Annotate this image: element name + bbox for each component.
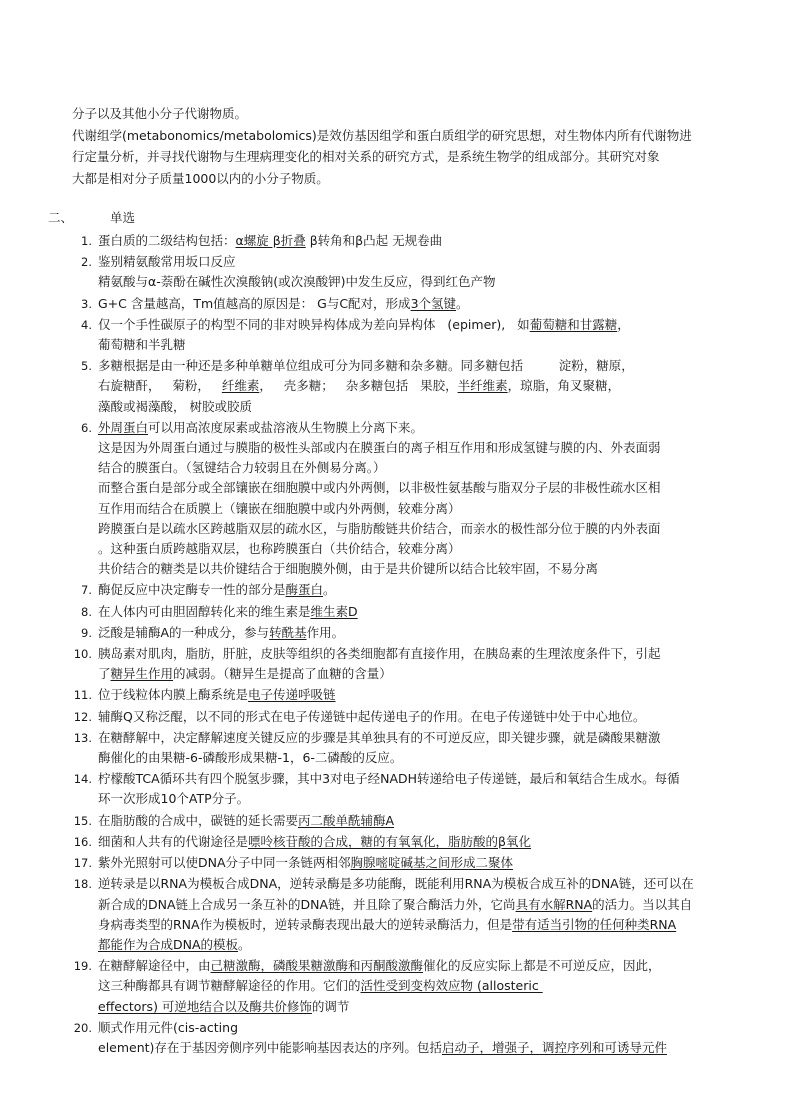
text-run: 柠檬酸TCA循环共有四个脱氢步骤，其中3对电子经NADH转递给电子传递链，最后和氧结合生成水。每循 [98, 771, 680, 787]
text-run: 逆转录是以RNA为模板合成DNA，逆转录酶是多功能酶，既能利用RNA为模板合成互补的DNA链，还可以在 [98, 876, 694, 892]
underlined-answer: 电子传递呼吸链 [248, 687, 336, 703]
question-line [98, 478, 748, 498]
question-number: 5. [81, 359, 92, 374]
underlined-answer: 活性受到变构效应物 (allosteric [360, 978, 543, 994]
question-line [98, 499, 748, 519]
text-run: 细菌和人共有的代谢途径是 [98, 833, 249, 849]
question-number: 8. [81, 604, 92, 619]
underlined-answer: 维生素D [310, 603, 358, 619]
question-number: 2. [81, 255, 92, 270]
text-run: 酶催化的由果糖-6-磷酸形成果糖-1，6-二磷酸的反应。 [98, 750, 403, 766]
question-number: 12. [73, 709, 92, 724]
question-line [98, 707, 748, 727]
text-run: 在人体内可由胆固醇转化来的维生素是 [98, 603, 311, 619]
text-run: ， [617, 316, 630, 332]
question-line [98, 956, 748, 976]
question-number: 15. [73, 813, 92, 828]
text-run: 葡萄糖和半乳糖 [98, 337, 186, 353]
question-line [98, 1018, 748, 1038]
text-run: element)存在于基因旁侧序列中能影响基因表达的序列。包括 [98, 1039, 442, 1055]
text-run: ，琼脂，角叉聚糖， [507, 378, 621, 394]
section-heading [48, 208, 748, 228]
question-line [98, 438, 748, 458]
text-run: 。 [456, 295, 469, 311]
text-run: ， 壳多糖； 杂多糖包括 果胶， [259, 378, 458, 394]
underlined-answer: 半纤维素 [457, 378, 508, 394]
text-run: 位于线粒体内膜上酶系统是 [98, 687, 249, 703]
text-run: 右旋糖酐， 菊粉， [98, 378, 222, 394]
question-item [48, 956, 748, 1017]
question-item [48, 580, 748, 600]
text-run: β转角和β凸起 无规卷曲 [305, 233, 443, 248]
text-run: 。 [323, 582, 336, 598]
section-number: 二、 [48, 210, 74, 225]
text-run: 在糖酵解中，决定酵解速度关键反应的步骤是其单独具有的不可逆反应，即关键步骤，就是磷酸果糖激 [98, 729, 661, 745]
intro-line: 代谢组学(metabonomics/metabolomics)是效仿基因组学和蛋白质组学的研究思想，对生物体内所有代谢物进 [72, 127, 692, 143]
question-number: 11. [73, 688, 92, 703]
text-run: 紫外光照射可以使DNA分子中同一条链两相邻 [98, 855, 351, 871]
question-number: 14. [73, 772, 92, 787]
question-number: 17. [73, 856, 92, 871]
question-line [98, 623, 748, 643]
question-item [48, 294, 748, 314]
text-run: 胰岛素对肌肉，脂肪，肝脏，皮肤等组织的各类细胞都有直接作用，在胰岛素的生理浓度条件下，引起 [98, 646, 661, 662]
question-number: 9. [81, 625, 92, 640]
underlined-answer: 葡萄糖和甘露糖 [529, 316, 618, 332]
question-number: 7. [81, 583, 92, 598]
section-single-choice [48, 208, 748, 1059]
text-run: 共价结合的糖类是以共价键结合于细胞膜外侧，由于是共价键所以结合比较牢固，不易分离 [98, 561, 599, 577]
question-item [48, 623, 748, 643]
text-run: 鉴别精氨酸常用坂口反应 [98, 254, 236, 270]
question-line [98, 685, 748, 705]
question-line [98, 397, 748, 417]
text-run: G+C 含量越高，Tm值越高的原因是： G与C配对，形成 [98, 295, 411, 311]
text-run: 精氨酸与α-萘酚在碱性次溴酸钠(或次溴酸钾)中发生反应，得到红色产物 [98, 274, 496, 290]
question-line [98, 231, 748, 251]
underlined-answer: α螺旋 β折叠 [235, 233, 306, 248]
question-line [98, 539, 748, 559]
underlined-answer: 外周蛋白 [98, 419, 149, 435]
question-line [98, 811, 748, 831]
question-item [48, 231, 748, 251]
underlined-answer: 己糖激酶，磷酸果糖激酶和丙酮酸激酶 [210, 958, 424, 974]
text-run: 可以用高浓度尿素或盐溶液从生物膜上分离下来。 [148, 419, 424, 435]
text-run: 在糖酵解途径中，由 [98, 958, 211, 974]
question-number: 1. [81, 234, 92, 248]
question-item [48, 1018, 748, 1058]
question-item [48, 728, 748, 768]
question-list [48, 231, 748, 1058]
text-run: 而整合蛋白是部分或全部镶嵌在细胞膜中或内外两侧，以非极性氨基酸与脂双分子层的非极性疏水区相 [98, 480, 661, 496]
text-run: 在脂肪酸的合成中，碳链的延长需要 [98, 812, 299, 828]
question-line [98, 895, 748, 915]
text-run: 的减弱。（糖异生是提高了血糖的含量） [173, 666, 392, 682]
text-run: 辅酶Q又称泛醌，以不同的形式在电子传递链中起传递电子的作用。在电子传递链中处于中心地位。 [98, 708, 646, 724]
text-run: 环一次形成10个ATP分子。 [98, 791, 250, 807]
question-line [98, 853, 748, 873]
underlined-answer: 转酰基 [269, 624, 307, 640]
text-run: 。这种蛋白质跨越脂双层，也称跨膜蛋白（共价结合，较难分离） [98, 541, 461, 557]
question-number: 10. [73, 647, 92, 662]
question-line [98, 559, 748, 579]
underlined-answer: 带有适当引物的任何种类RNA [512, 916, 677, 932]
intro-paragraph [72, 103, 742, 189]
text-run: 身病毒类型的RNA作为模板时，逆转录酶表现出最大的逆转录酶活力，但是 [98, 916, 513, 932]
intro-line: 行定量分析，并寻找代谢物与生理病理变化的相对关系的研究方式，是系统生物学的组成部分。其研究对象 [72, 149, 660, 164]
question-number: 13. [73, 730, 92, 745]
intro-line: 分子以及其他小分子代谢物质。 [72, 106, 248, 121]
question-item [48, 252, 748, 292]
question-line [98, 644, 748, 664]
question-line [98, 976, 748, 996]
text-run: 泛酸是辅酶A的一种成分，参与 [98, 624, 270, 640]
question-line [98, 315, 748, 335]
question-number: 16. [73, 834, 92, 849]
question-item [48, 874, 748, 955]
question-item [48, 644, 748, 684]
question-number: 6. [81, 420, 92, 435]
question-line [98, 294, 748, 314]
underlined-answer: 胸腺嘧啶碱基之间形成二聚体 [350, 855, 514, 871]
question-item [48, 315, 748, 355]
question-number: 3. [81, 296, 92, 311]
underlined-answer: 都能作为合成DNA的模板 [98, 936, 239, 952]
question-line [98, 376, 748, 396]
underlined-answer: 具有水解RNA [515, 896, 593, 912]
underlined-answer: 启动子，增强子，调控序列和可诱导元件 [441, 1039, 667, 1055]
question-item [48, 832, 748, 852]
question-item [48, 707, 748, 727]
question-line [98, 832, 748, 852]
text-run: 作用。 [306, 624, 345, 640]
text-run: 结合的膜蛋白。（氢键结合力较弱且在外侧易分离。） [98, 460, 386, 476]
section-title: 单选 [109, 210, 135, 225]
text-run: 新合成的DNA链上合成另一条互补的DNA链，并且除了聚合酶活力外，它尚 [98, 896, 516, 912]
question-number: 19. [73, 959, 92, 974]
underlined-answer: 3个氢键 [410, 295, 457, 311]
underlined-answer: 纤维素 [221, 378, 260, 394]
text-run: 酶促反应中决定酶专一性的部分是 [98, 582, 286, 598]
text-run: 。 [238, 936, 251, 952]
text-run: 的活力。当以其自 [592, 896, 693, 912]
text-run: 互作用而结合在质膜上（镶嵌在细胞膜中或内外两侧，较难分离） [98, 500, 461, 516]
question-line [98, 418, 748, 438]
question-line [98, 935, 748, 955]
text-run: 仅一个手性碳原子的构型不同的非对映异构体成为差向异构体 (epimer), 如 [98, 316, 530, 332]
underlined-answer: 糖异生作用 [110, 666, 174, 682]
question-line [98, 272, 748, 292]
question-line [98, 874, 748, 894]
question-line [98, 1038, 748, 1058]
text-run: 多糖根据是由一种还是多种单糖单位组成可分为同多糖和杂多糖。同多糖包括 淀粉，糖原， [98, 358, 634, 374]
question-line [98, 252, 748, 272]
question-line [98, 789, 748, 809]
text-run: 藻酸或褐藻酸， 树胶或胶质 [98, 398, 252, 414]
question-line [98, 769, 748, 789]
question-item [48, 853, 748, 873]
text-run: 催化的反应实际上都是不可逆反应，因此， [423, 958, 661, 974]
text-run: 了 [98, 666, 111, 682]
text-run: 这三种酶都具有调节糖酵解途径的作用。它们的 [98, 978, 361, 994]
question-item [48, 602, 748, 622]
question-line [98, 580, 748, 600]
question-item [48, 811, 748, 831]
question-item [48, 418, 748, 580]
underlined-answer: 丙二酸单酰辅酶A [298, 812, 395, 828]
question-number: 20. [73, 1020, 92, 1035]
question-line [98, 728, 748, 748]
question-number: 4. [81, 317, 92, 332]
underlined-answer: effectors) 可逆地结合以及酶共价修饰 [98, 998, 312, 1014]
text-run: 的调节 [311, 998, 350, 1014]
text-run: 这是因为外周蛋白通过与膜脂的极性头部或内在膜蛋白的离子相互作用和形成氢键与膜的内、外表面弱 [98, 440, 661, 456]
question-line [98, 335, 748, 355]
question-item [48, 356, 748, 417]
question-line [98, 748, 748, 768]
question-line [98, 915, 748, 935]
question-item [48, 685, 748, 705]
question-line [98, 458, 748, 478]
question-line [98, 356, 748, 376]
intro-line: 大都是相对分子质量1000以内的小分子物质。 [72, 170, 329, 186]
question-line [98, 664, 748, 684]
text-run: 跨膜蛋白是以疏水区跨越脂双层的疏水区，与脂肪酸链共价结合，而亲水的极性部分位于膜的内外表面 [98, 520, 661, 536]
underlined-answer: 嘌呤核苷酸的合成，糖的有氧氧化，脂肪酸的β氧化 [248, 833, 531, 849]
question-item [48, 769, 748, 809]
question-line [98, 997, 748, 1017]
text-run: 蛋白质的二级结构包括： [98, 233, 236, 248]
question-number: 18. [73, 877, 92, 892]
question-line [98, 602, 748, 622]
question-line [98, 519, 748, 539]
underlined-answer: 酶蛋白 [285, 582, 324, 598]
text-run: 顺式作用元件(cis-acting [98, 1019, 239, 1035]
